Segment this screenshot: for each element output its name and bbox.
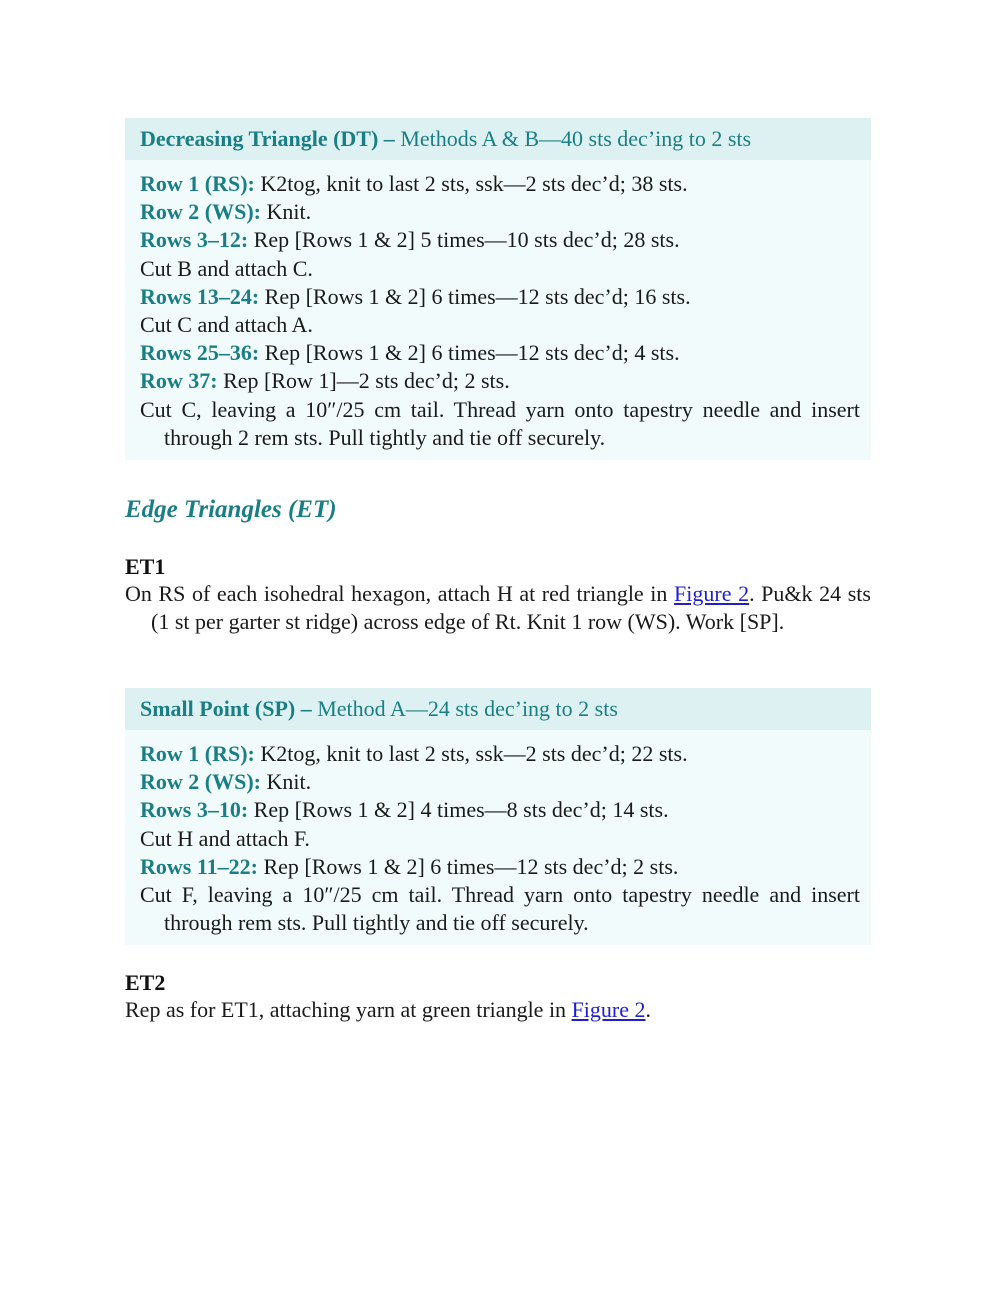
row-text: Rep [Rows 1 & 2] 6 times—12 sts dec’d; 2 sts. (257, 853, 679, 879)
row-label: Row 2 (WS): (140, 769, 261, 795)
dt-box-title-rest: Methods A & B—40 sts dec’ing to 2 sts (394, 126, 752, 151)
dt-instruction-box (125, 118, 871, 460)
sp-row-line (140, 796, 860, 824)
row-label: Rows 3–12: (140, 227, 249, 253)
row-text: Rep [Row 1]—2 sts dec’d; 2 sts. (217, 368, 510, 394)
row-text: K2tog, knit to last 2 sts, ssk—2 sts dec’d; 38 sts. (254, 171, 688, 196)
row-label: Row 37: (140, 368, 218, 394)
dt-final-instruction: Cut C, leaving a 10″/25 cm tail. Thread yarn onto tapestry needle and insert through 2 rem sts. Pull tightly and tie off securely. (140, 396, 860, 450)
row-text: Rep [Rows 1 & 2] 6 times—12 sts dec’d; 16 sts. (259, 283, 691, 309)
dt-row-line (140, 226, 860, 254)
row-text: Knit. (261, 199, 312, 225)
row-text: K2tog, knit to last 2 sts, ssk—2 sts dec’d; 22 sts. (254, 741, 688, 766)
et1-text-after: . Pu&k 24 sts (1 st per garter st ridge) across edge of Rt. Knit 1 row (WS). Work [SP]. (151, 581, 871, 635)
et2-paragraph (125, 996, 871, 1024)
row-text: Cut H and attach F. (140, 825, 310, 851)
et1-heading: ET1 (125, 554, 166, 579)
et2-heading: ET2 (125, 970, 166, 995)
row-label: Rows 25–36: (140, 340, 260, 366)
row-label: Row 2 (WS): (140, 199, 261, 225)
figure-2-link[interactable]: Figure 2 (571, 997, 646, 1022)
dt-row-line (140, 339, 860, 367)
sp-row-line (140, 768, 860, 796)
sp-box-title-bold: Small Point (SP) – (140, 696, 312, 721)
dt-row-line (140, 367, 860, 395)
row-text: Cut C and attach A. (140, 312, 313, 338)
dt-row-line (140, 255, 860, 283)
figure-2-link[interactable]: Figure 2 (674, 581, 750, 606)
dt-row-line (140, 283, 860, 311)
sp-row-line (140, 740, 860, 768)
et1-paragraph (125, 580, 871, 636)
dt-row-line (140, 198, 860, 226)
row-label: Rows 13–24: (140, 283, 260, 309)
row-label: Row 1 (RS): (140, 171, 255, 196)
dt-box-body (125, 160, 871, 460)
sp-row-line (140, 853, 860, 881)
sp-instruction-box (125, 688, 871, 945)
row-label: Row 1 (RS): (140, 741, 255, 766)
sp-row-line (140, 825, 860, 853)
row-label: Rows 11–22: (140, 853, 258, 879)
dt-box-header (125, 118, 871, 160)
section-title: Edge Triangles (ET) (125, 496, 337, 523)
row-label: Rows 3–10: (140, 797, 249, 823)
et1-text-before: On RS of each isohedral hexagon, attach H at red triangle in (125, 581, 675, 606)
sp-box-header (125, 688, 871, 730)
sp-box-body (125, 730, 871, 945)
row-text: Rep [Rows 1 & 2] 5 times—10 sts dec’d; 28 sts. (248, 227, 680, 253)
dt-box-title-bold: Decreasing Triangle (DT) – (140, 126, 395, 151)
row-text: Knit. (261, 769, 312, 795)
row-text: Cut B and attach C. (140, 255, 313, 281)
sp-box-title-rest: Method A—24 sts dec’ing to 2 sts (311, 696, 618, 721)
et2-text-after: . (645, 997, 652, 1022)
row-text: Rep [Rows 1 & 2] 6 times—12 sts dec’d; 4 sts. (259, 340, 680, 366)
et2-text-before: Rep as for ET1, attaching yarn at green triangle in (125, 997, 572, 1022)
sp-final-instruction: Cut F, leaving a 10″/25 cm tail. Thread yarn onto tapestry needle and insert through rem sts. Pull tightly and tie off securely. (140, 882, 860, 936)
dt-row-line (140, 311, 860, 339)
dt-row-line (140, 170, 860, 198)
row-text: Rep [Rows 1 & 2] 4 times—8 sts dec’d; 14 sts. (248, 797, 669, 823)
